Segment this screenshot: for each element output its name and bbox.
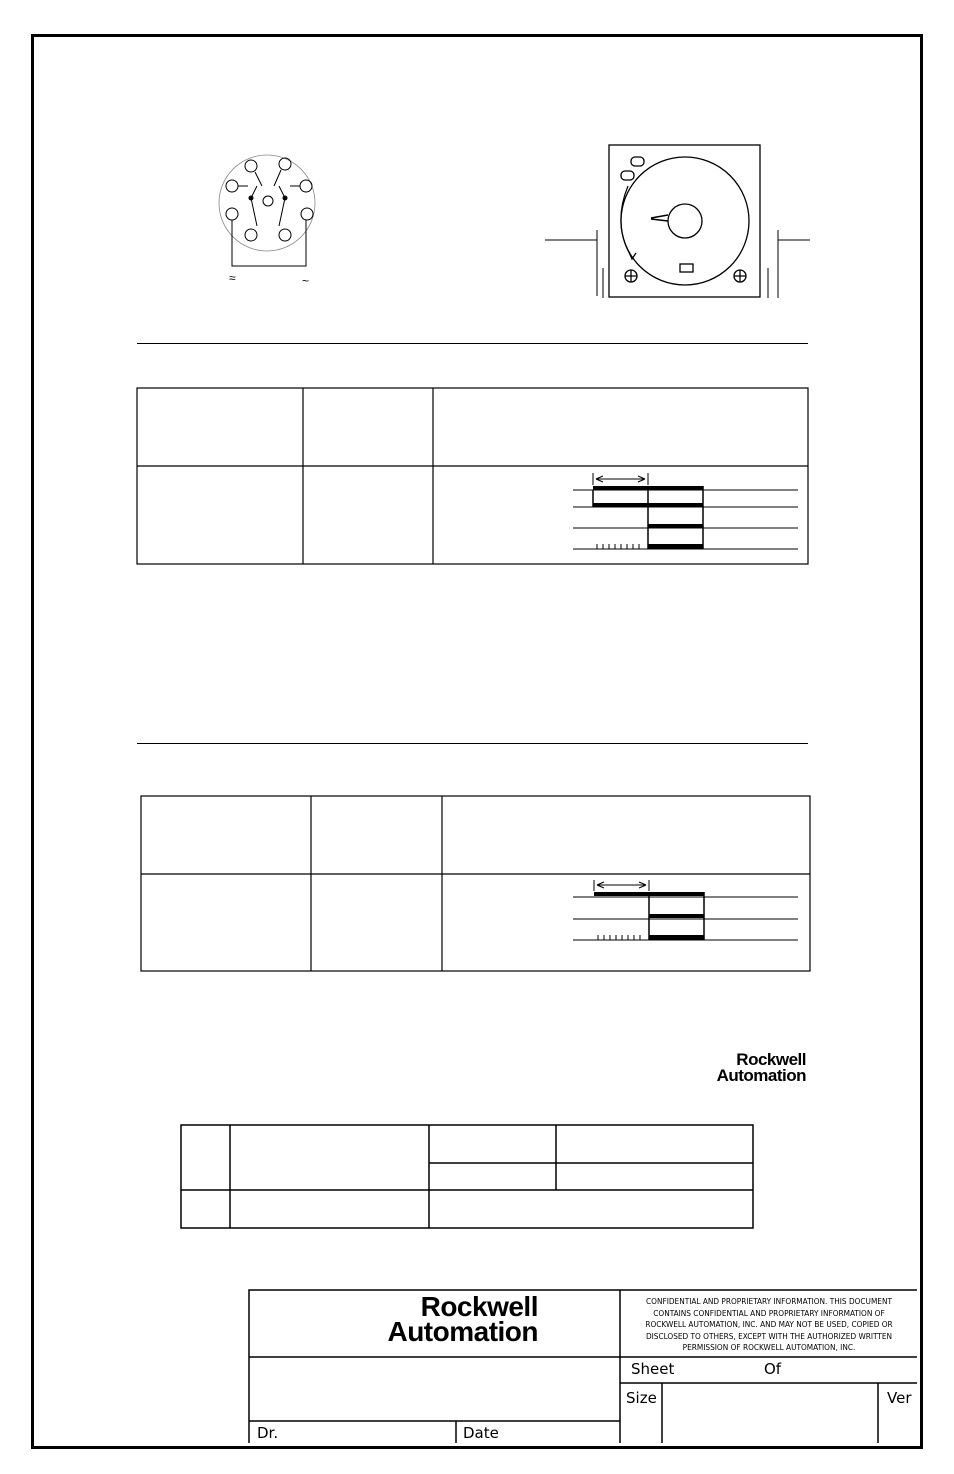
brand-name-line1: Rockwell xyxy=(736,1050,806,1069)
date-label: Date xyxy=(463,1424,499,1442)
section-divider xyxy=(137,343,808,344)
timing-chart-2 xyxy=(573,880,798,940)
revision-block xyxy=(0,1115,954,1235)
timing-table-1 xyxy=(0,380,954,580)
size-label: Size xyxy=(626,1389,657,1407)
top-diagrams xyxy=(0,0,954,320)
notice-line: CONFIDENTIAL AND PROPRIETARY INFORMATION. THIS DOCUMENT xyxy=(646,1296,892,1306)
socket-wiring-diagram xyxy=(219,155,315,266)
terminal-mark-right: ~ xyxy=(302,274,310,288)
brand-logo-small xyxy=(606,1052,806,1084)
section-divider xyxy=(137,743,808,744)
confidential-notice xyxy=(624,1296,914,1354)
sheet-label: Sheet xyxy=(631,1360,675,1378)
notice-line: DISCLOSED TO OTHERS, EXCEPT WITH THE AUTHORIZED WRITTEN xyxy=(645,1330,893,1341)
brand-name-line1: Rockwell xyxy=(420,1291,538,1322)
ver-label: Ver xyxy=(887,1389,912,1407)
brand-name-line2: Automation xyxy=(387,1316,538,1347)
contact-pivot-left xyxy=(249,196,254,201)
brand-logo-large xyxy=(300,1291,538,1347)
terminal-mark-left: ≈ xyxy=(229,271,236,285)
notice-line: ROCKWELL AUTOMATION, INC. AND MAY NOT BE USED, COPIED OR xyxy=(645,1319,893,1329)
timing-table-2 xyxy=(0,788,954,978)
brand-name-line2: Automation xyxy=(716,1066,806,1085)
drawn-label: Dr. xyxy=(257,1424,279,1442)
of-label: Of xyxy=(764,1360,782,1378)
timing-chart-1 xyxy=(573,473,798,549)
contact-pivot-right xyxy=(283,196,288,201)
notice-line: CONTAINS CONFIDENTIAL AND PROPRIETARY INFORMATION OF xyxy=(653,1307,885,1318)
front-panel-view xyxy=(545,145,810,298)
notice-line: PERMISSION OF ROCKWELL AUTOMATION, INC. xyxy=(682,1342,856,1352)
